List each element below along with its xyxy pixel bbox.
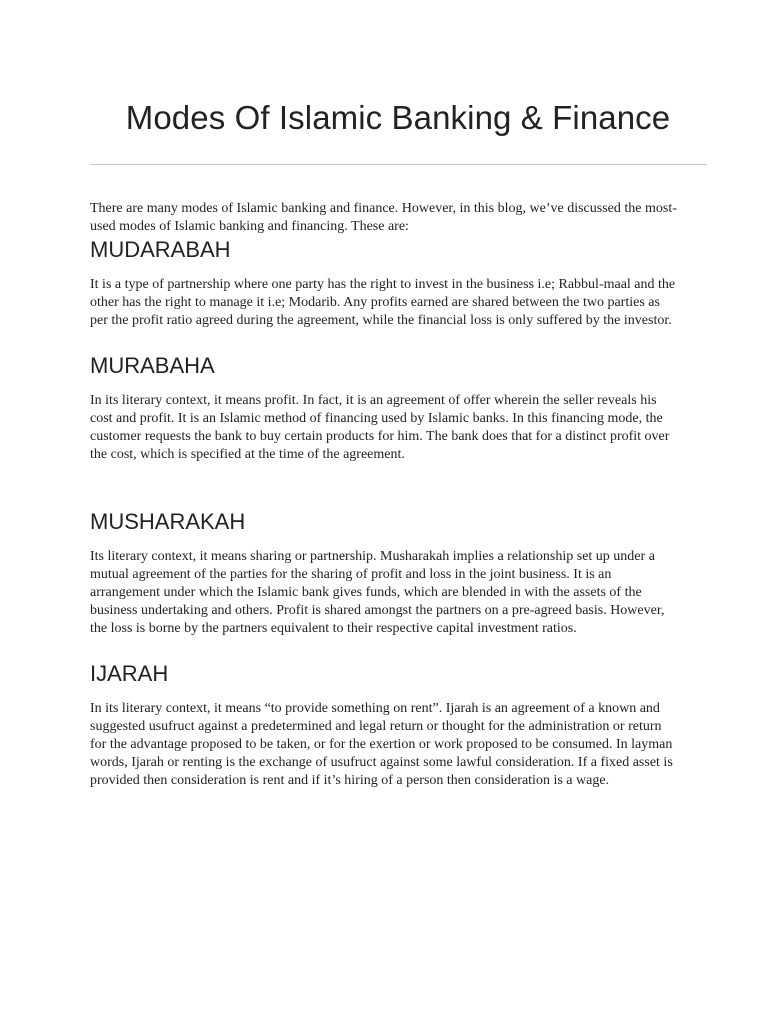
section-heading: IJARAH — [90, 661, 169, 686]
section-paragraph: In its literary context, it means profit. In fact, it is an agreement of offer wherein the seller reveals his cost and profit. It is an Islamic method of financing used by Islamic banks. In this financing mode, the customer requests the bank to buy certain products for him. The bank does that for a distinct profit over the cost, which is specified at the time of the agreement. — [90, 393, 670, 462]
section-mudarabah — [90, 236, 680, 330]
section-ijarah — [90, 660, 680, 790]
intro-paragraph: There are many modes of Islamic banking and finance. However, in this blog, we’ve discussed the most-used modes of Islamic banking and financing. These are: — [90, 201, 677, 234]
section-paragraph: Its literary context, it means sharing or partnership. Musharakah implies a relationship set up under a mutual agreement of the parties for the sharing of profit and loss in the joint business. It is an arrangement under which the Islamic bank gives funds, which are blended in with the assets of the business undertaking and others. Profit is shared amongst the partners on a pre-agreed basis. However, the loss is borne by the partners equivalent to their respective capital investment ratios. — [90, 549, 665, 636]
section-heading: MURABAHA — [90, 353, 215, 378]
section-musharakah — [90, 508, 680, 638]
document-title: Modes Of Islamic Banking & Finance — [125, 99, 671, 136]
document-body — [90, 200, 680, 812]
section-heading: MUDARABAH — [90, 237, 231, 262]
section-murabaha — [90, 352, 680, 464]
section-paragraph: It is a type of partnership where one party has the right to invest in the business i.e; Rabbul-maal and the other has the right to manage it i.e; Modarib. Any profits earned are shared between the two parties as per the profit ratio agreed during the agreement, while the financial loss is only suffered by the investor. — [90, 277, 676, 328]
title-divider — [90, 164, 707, 165]
section-paragraph: In its literary context, it means “to provide something on rent”. Ijarah is an agreement of a known and suggested usufruct against a predetermined and legal return or thought for the administration or return for the advantage proposed to be taken, or for the exertion or work proposed to be consumed. In layman words, Ijarah or renting is the exchange of usufruct against some lawful consideration. If a fixed asset is provided then consideration is rent and if it’s hiring of a person then consideration is a wage. — [90, 701, 673, 788]
section-heading: MUSHARAKAH — [90, 509, 246, 534]
